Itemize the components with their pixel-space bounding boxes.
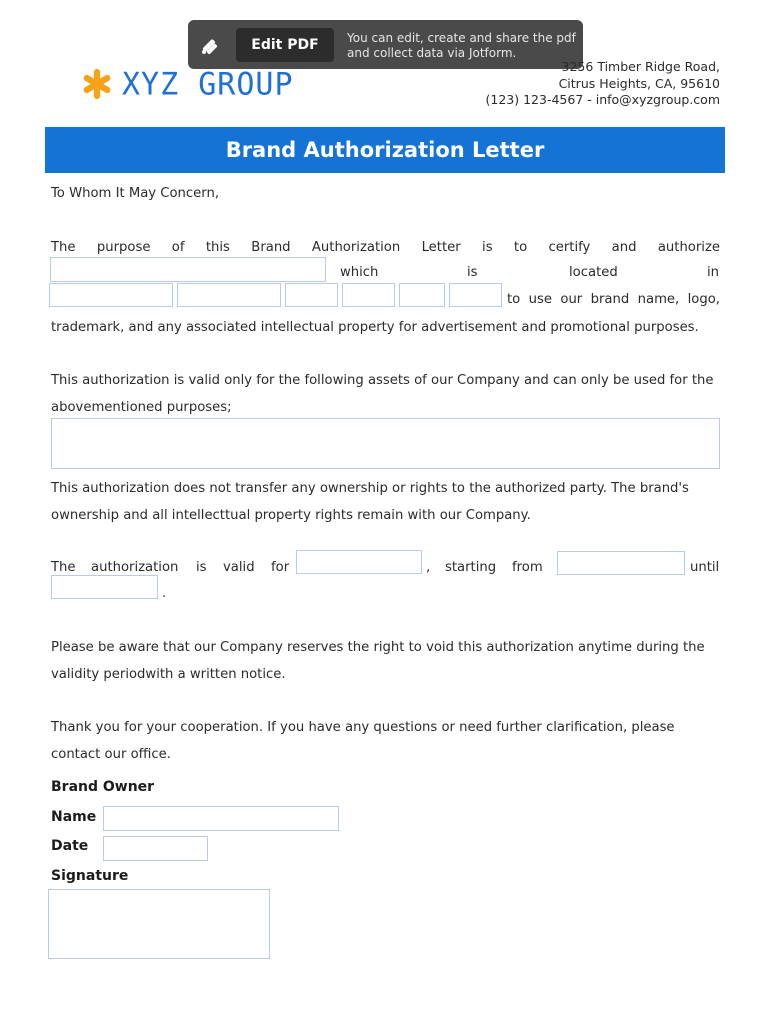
p1-which: which <box>340 265 379 280</box>
authorized-party-field[interactable] <box>50 257 326 282</box>
p4-from: from <box>512 560 543 575</box>
greeting: To Whom It May Concern, <box>51 186 220 201</box>
p4-comma: , <box>426 560 431 575</box>
p5-line1: Please be aware that our Company reserves the right to void this authorization anytime during the <box>51 640 705 655</box>
start-date-field[interactable] <box>557 551 685 575</box>
address-line2: Citrus Heights, CA, 95610 <box>558 75 720 91</box>
name-label: Name <box>51 809 97 825</box>
asterisk-logo-icon <box>80 67 114 101</box>
p1-line1: The purpose of this Brand Authorization Letter is to certify and authorize <box>51 240 720 255</box>
p1-is: is <box>467 265 478 280</box>
assets-field[interactable] <box>51 418 720 469</box>
p2-line1: This authorization is valid only for the following assets of our Company and can only be used for the <box>51 373 714 388</box>
company-address <box>486 59 721 109</box>
edit-pdf-icon <box>199 34 221 56</box>
date-label: Date <box>51 838 89 854</box>
toolbar-message <box>347 31 579 61</box>
toolbar-message-line1: You can edit, create and share the pdf <box>347 31 576 45</box>
p4-authorization: authorization <box>91 560 179 575</box>
zip-field[interactable] <box>399 283 445 307</box>
owner-date-field[interactable] <box>103 836 208 861</box>
p2-line2: abovementioned purposes; <box>51 400 232 415</box>
p4-until: until <box>690 560 720 575</box>
brand-owner-heading: Brand Owner <box>51 779 155 795</box>
p6-line2: contact our office. <box>51 747 171 762</box>
p4-the: The <box>51 560 76 575</box>
p3-line2: ownership and all intellecttual property rights remain with our Company. <box>51 508 531 523</box>
p1-in: in <box>707 265 720 280</box>
address-line1: 3256 Timber Ridge Road, <box>561 59 720 74</box>
owner-name-field[interactable] <box>103 806 339 831</box>
title-banner <box>45 127 725 173</box>
signature-label: Signature <box>51 868 129 884</box>
p6-line1: Thank you for your cooperation. If you have any questions or need further clarification, please <box>51 720 675 735</box>
street-address-line2-field[interactable] <box>177 283 281 307</box>
p4-for: for <box>271 560 290 575</box>
p3-line1: This authorization does not transfer any ownership or rights to the authorized party. The brand's <box>51 481 689 496</box>
p1-located: located <box>569 265 618 280</box>
company-logo <box>80 66 294 102</box>
p5-line2: validity periodwith a written notice. <box>51 667 286 682</box>
p4-valid: valid <box>223 560 255 575</box>
state-field[interactable] <box>342 283 395 307</box>
signature-field[interactable] <box>48 889 270 959</box>
city-field[interactable] <box>285 283 338 307</box>
duration-field[interactable] <box>296 550 422 574</box>
p1-line4: trademark, and any associated intellectual property for advertisement and promotional purposes. <box>51 320 699 335</box>
edit-pdf-button[interactable]: Edit PDF <box>236 28 334 62</box>
toolbar-message-line2: and collect data via Jotform. <box>347 46 517 60</box>
contact-line: (123) 123-4567 - info@xyzgroup.com <box>485 92 720 107</box>
p4-starting: starting <box>445 560 497 575</box>
p4-is: is <box>196 560 207 575</box>
street-address-field[interactable] <box>49 283 173 307</box>
page-title: Brand Authorization Letter <box>225 138 545 162</box>
p4-period: . <box>162 586 167 601</box>
end-date-field[interactable] <box>51 575 158 599</box>
p1-use: to use our brand name, logo, <box>507 292 720 307</box>
country-field[interactable] <box>449 283 502 307</box>
logo-text: XYZ GROUP <box>122 65 294 103</box>
